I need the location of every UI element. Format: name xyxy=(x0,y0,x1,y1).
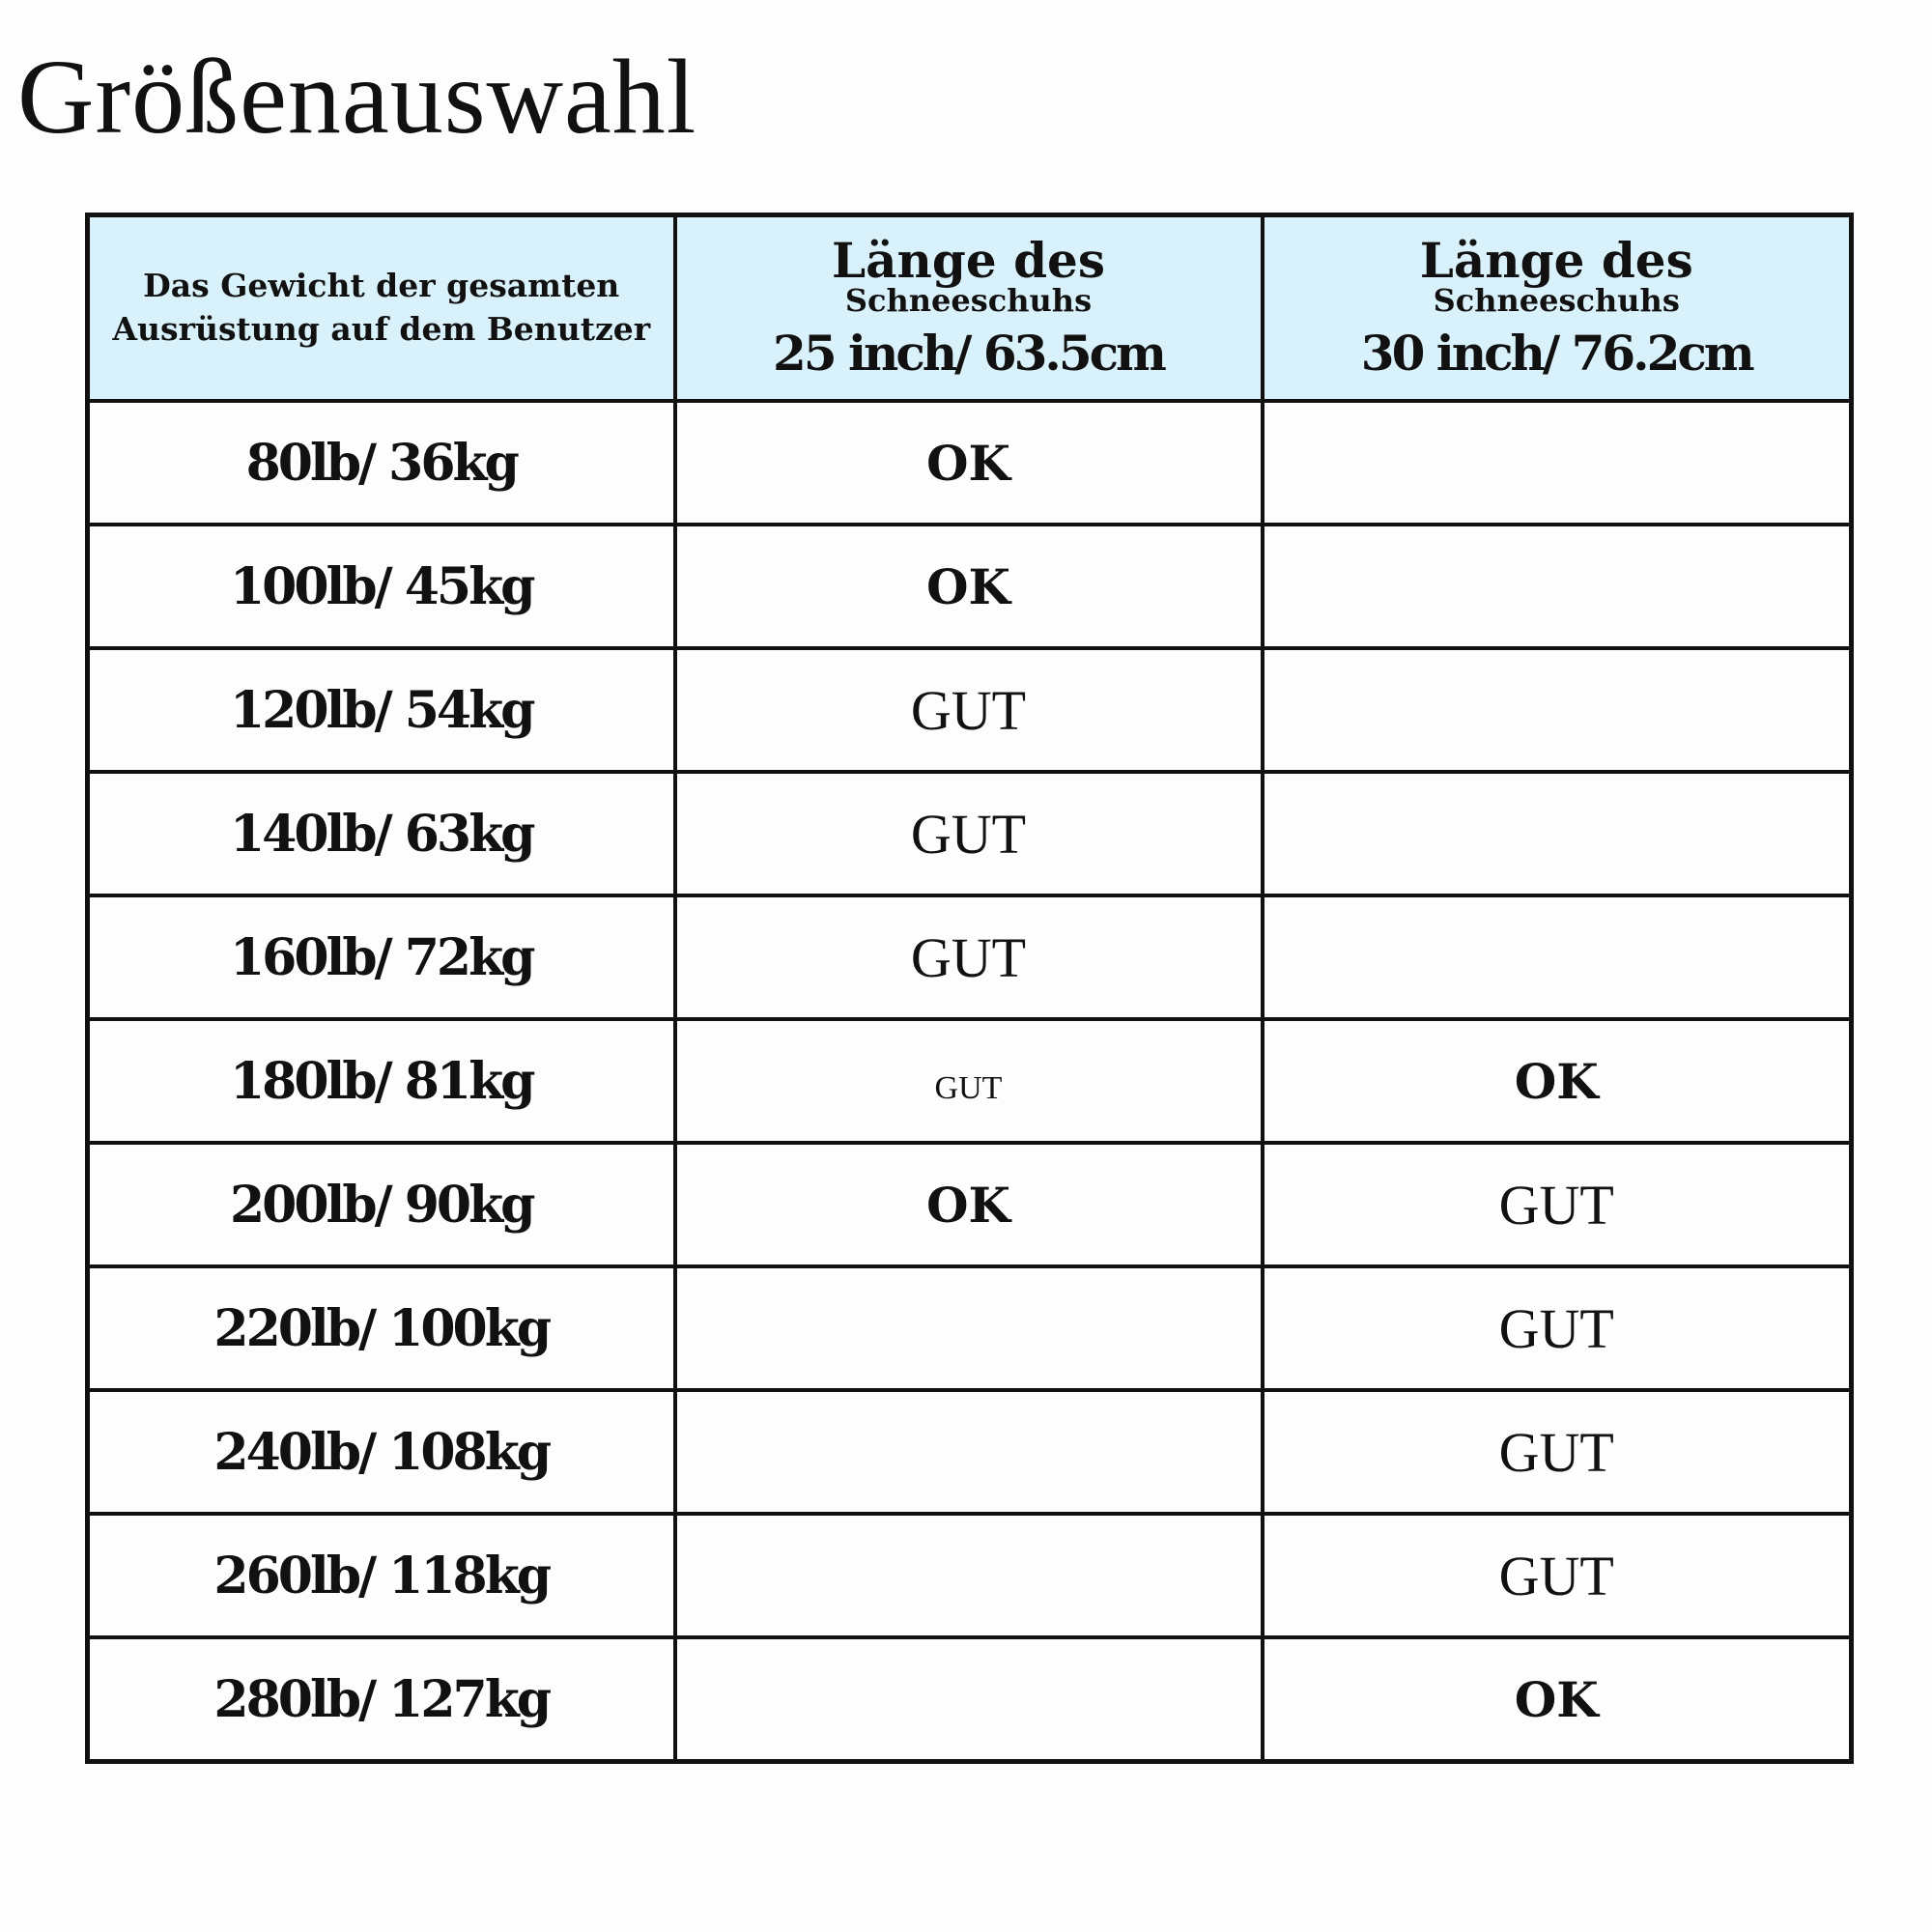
rating-30-cell xyxy=(1263,1514,1852,1637)
rating-25-value: GUT xyxy=(934,1069,1003,1106)
header-length-30-main: Länge des xyxy=(1419,231,1693,289)
table-row xyxy=(88,1390,1852,1514)
rating-25-cell xyxy=(675,1266,1263,1390)
header-length-30-sub: Schneeschuhs xyxy=(1433,281,1680,319)
weight-cell: 120lb/ 54kg xyxy=(88,648,675,772)
weight-cell: 200lb/ 90kg xyxy=(88,1143,675,1266)
rating-30-value: OK xyxy=(1514,1052,1599,1110)
table-body xyxy=(88,401,1852,1762)
rating-30-value: GUT xyxy=(1498,1173,1614,1236)
weight-cell: 240lb/ 108kg xyxy=(88,1390,675,1514)
rating-25-cell xyxy=(675,1637,1263,1762)
rating-25-cell xyxy=(675,1019,1263,1143)
rating-30-value: OK xyxy=(1514,1670,1599,1728)
header-length-30-size: 30 inch/ 76.2cm xyxy=(1360,325,1752,383)
table-header xyxy=(88,215,1852,402)
rating-30-cell xyxy=(1263,1019,1852,1143)
table-row xyxy=(88,1266,1852,1390)
rating-30-cell xyxy=(1263,895,1852,1019)
rating-25-cell xyxy=(675,648,1263,772)
header-weight-label: Das Gewicht der gesamten Ausrüstung auf dem Benutzer xyxy=(112,267,651,348)
rating-30-value: GUT xyxy=(1498,1420,1614,1484)
rating-25-value: OK xyxy=(925,557,1010,615)
rating-30-cell xyxy=(1263,1637,1852,1762)
rating-25-value: GUT xyxy=(910,925,1027,989)
weight-cell: 220lb/ 100kg xyxy=(88,1266,675,1390)
header-length-25-main: Länge des xyxy=(831,231,1105,289)
table-row xyxy=(88,1637,1852,1762)
rating-30-cell xyxy=(1263,772,1852,895)
weight-cell: 100lb/ 45kg xyxy=(88,525,675,648)
table-row xyxy=(88,1019,1852,1143)
table-row xyxy=(88,895,1852,1019)
header-length-25 xyxy=(675,215,1263,402)
header-length-30 xyxy=(1263,215,1852,402)
rating-30-cell xyxy=(1263,401,1852,525)
rating-25-value: GUT xyxy=(910,802,1027,866)
rating-25-cell xyxy=(675,401,1263,525)
header-length-25-sub: Schneeschuhs xyxy=(844,281,1093,319)
rating-30-cell xyxy=(1263,525,1852,648)
rating-25-value: GUT xyxy=(910,678,1027,742)
rating-25-value: OK xyxy=(925,434,1010,492)
table-row xyxy=(88,648,1852,772)
table-row xyxy=(88,525,1852,648)
rating-25-cell xyxy=(675,772,1263,895)
weight-cell: 160lb/ 72kg xyxy=(88,895,675,1019)
weight-cell: 140lb/ 63kg xyxy=(88,772,675,895)
rating-30-cell xyxy=(1263,648,1852,772)
table-row xyxy=(88,401,1852,525)
size-chart-table xyxy=(85,213,1854,1764)
rating-30-cell xyxy=(1263,1143,1852,1266)
rating-25-cell xyxy=(675,1143,1263,1266)
header-weight xyxy=(88,215,675,402)
rating-30-cell xyxy=(1263,1390,1852,1514)
rating-25-cell xyxy=(675,1514,1263,1637)
weight-cell: 80lb/ 36kg xyxy=(88,401,675,525)
rating-25-value: OK xyxy=(925,1176,1010,1234)
page-title: Größenauswahl xyxy=(17,38,697,156)
header-row xyxy=(88,215,1852,402)
weight-cell: 180lb/ 81kg xyxy=(88,1019,675,1143)
rating-30-cell xyxy=(1263,1266,1852,1390)
table-row xyxy=(88,1514,1852,1637)
table-row xyxy=(88,1143,1852,1266)
rating-30-value: GUT xyxy=(1498,1296,1614,1360)
rating-25-cell xyxy=(675,1390,1263,1514)
rating-25-cell xyxy=(675,525,1263,648)
rating-25-cell xyxy=(675,895,1263,1019)
weight-cell: 280lb/ 127kg xyxy=(88,1637,675,1762)
header-length-25-size: 25 inch/ 63.5cm xyxy=(773,325,1164,383)
rating-30-value: GUT xyxy=(1498,1544,1614,1607)
weight-cell: 260lb/ 118kg xyxy=(88,1514,675,1637)
table-row xyxy=(88,772,1852,895)
